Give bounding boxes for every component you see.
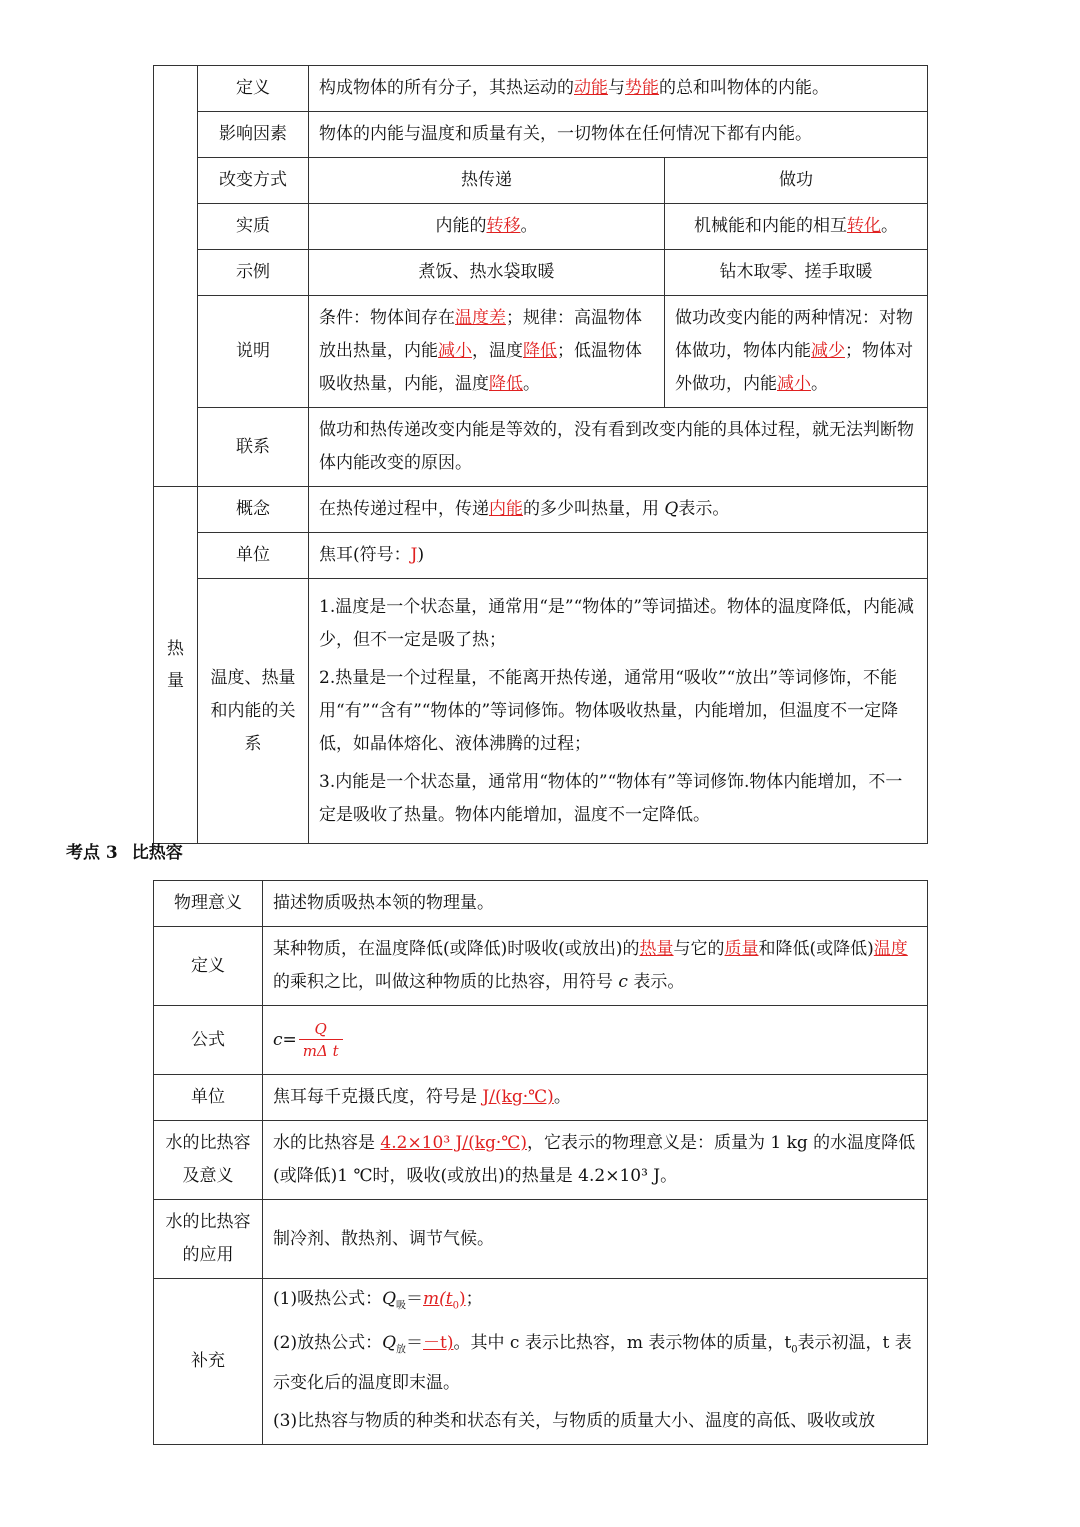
specific-heat-table <box>153 880 928 1445</box>
internal-energy-table <box>153 65 928 844</box>
formula-fraction: $\frac{Q}{\text{mΔ t}}$ <box>299 1019 343 1062</box>
heat-group-label: 热量 <box>154 487 198 844</box>
relation-item-2: 2.热量是一个过程量，不能离开热传递，通常用“吸收”“放出”等词修饰，不能用“有”“含有”“物体的”等词修饰。物体吸收热量，内能增加，但温度不一定降低，如晶体熔化、液体沸腾的过程； <box>319 667 899 754</box>
section-heading <box>66 842 197 864</box>
supplement-item-1: (1)吸热公式：$Q_吸=m(t_0)$； <box>273 1289 483 1312</box>
supplement-text <box>263 1279 928 1445</box>
water-label: 水的比热容及意义 <box>154 1121 263 1200</box>
formula: c= $\frac{Q}{\text{mΔ t}}$ <box>263 1006 928 1075</box>
internal-energy-group-cell <box>154 66 198 487</box>
relation-label: 温度、热量和内能的关系 <box>198 579 309 844</box>
way-work: 做功 <box>665 158 928 204</box>
relation-item-3: 3.内能是一个状态量，通常用“物体的”“物体有”等词修饰.物体内能增加，不一定是吸收了热量。物体内能增加，温度不一定降低。 <box>319 771 903 825</box>
concept-label: 概念 <box>198 487 309 533</box>
section-number: 考点 3 <box>66 843 118 863</box>
link-label: 联系 <box>198 408 309 487</box>
concept-text: 在热传递过程中，传递内能的多少叫热量，用 Q表示。 <box>309 487 928 533</box>
definition-text: 构成物体的所有分子，其热运动的动能与势能的总和叫物体的内能。 <box>309 66 928 112</box>
supplement-label: 补充 <box>154 1279 263 1445</box>
section-title: 比热容 <box>131 843 183 863</box>
example-heat-transfer: 煮饭、热水袋取暖 <box>309 250 665 296</box>
way-label: 改变方式 <box>198 158 309 204</box>
application-text: 制冷剂、散热剂、调节气候。 <box>263 1200 928 1279</box>
relation-text <box>309 579 928 844</box>
supplement-item-3: (3)比热容与物质的种类和状态有关，与物质的质量大小、温度的高低、吸收或放 <box>273 1410 876 1431</box>
note-work: 做功改变内能的两种情况：对物体做功，物体内能减少；物体对外做功，内能减小。 <box>665 296 928 408</box>
sh-unit-label: 单位 <box>154 1075 263 1121</box>
essence-work: 机械能和内能的相互转化。 <box>665 204 928 250</box>
meaning-text: 描述物质吸热本领的物理量。 <box>263 881 928 927</box>
example-work: 钻木取零、搓手取暖 <box>665 250 928 296</box>
sh-definition-text: 某种物质，在温度降低(或降低)时吸收(或放出)的热量与它的质量和降低(或降低)温度的乘积之比，叫做这种物质的比热容，用符号 c 表示。 <box>263 927 928 1006</box>
way-heat-transfer: 热传递 <box>309 158 665 204</box>
factor-label: 影响因素 <box>198 112 309 158</box>
heat-unit-label: 单位 <box>198 533 309 579</box>
note-label: 说明 <box>198 296 309 408</box>
formula-label: 公式 <box>154 1006 263 1075</box>
example-label: 示例 <box>198 250 309 296</box>
meaning-label: 物理意义 <box>154 881 263 927</box>
water-text: 水的比热容是 4.2×10³ J/(kg·℃)，它表示的物理意义是：质量为 1 kg 的水温度降低(或降低)1 ℃时，吸收(或放出)的热量是 4.2×10³ J。 <box>263 1121 928 1200</box>
note-heat-transfer: 条件：物体间存在温度差；规律：高温物体放出热量，内能减小，温度降低；低温物体吸收热量，内能，温度降低。 <box>309 296 665 408</box>
sh-unit-text: 焦耳每千克摄氏度，符号是 J/(kg·℃)。 <box>263 1075 928 1121</box>
supplement-item-2: (2)放热公式：$Q_放=-t$)。其中 c 表示比热容，m 表示物体的质量，$t_0$表示初温，t 表示变化后的温度即末温。 <box>273 1333 912 1393</box>
heat-unit-text: 焦耳(符号：J) <box>309 533 928 579</box>
essence-heat-transfer: 内能的转移。 <box>309 204 665 250</box>
relation-item-1: 1.温度是一个状态量，通常用“是”“物体的”等词描述。物体的温度降低，内能减少，但不一定是吸了热； <box>319 596 914 650</box>
application-label: 水的比热容的应用 <box>154 1200 263 1279</box>
link-text: 做功和热传递改变内能是等效的，没有看到改变内能的具体过程，就无法判断物体内能改变的原因。 <box>309 408 928 487</box>
essence-label: 实质 <box>198 204 309 250</box>
definition-label: 定义 <box>198 66 309 112</box>
factor-text: 物体的内能与温度和质量有关，一切物体在任何情况下都有内能。 <box>309 112 928 158</box>
sh-definition-label: 定义 <box>154 927 263 1006</box>
